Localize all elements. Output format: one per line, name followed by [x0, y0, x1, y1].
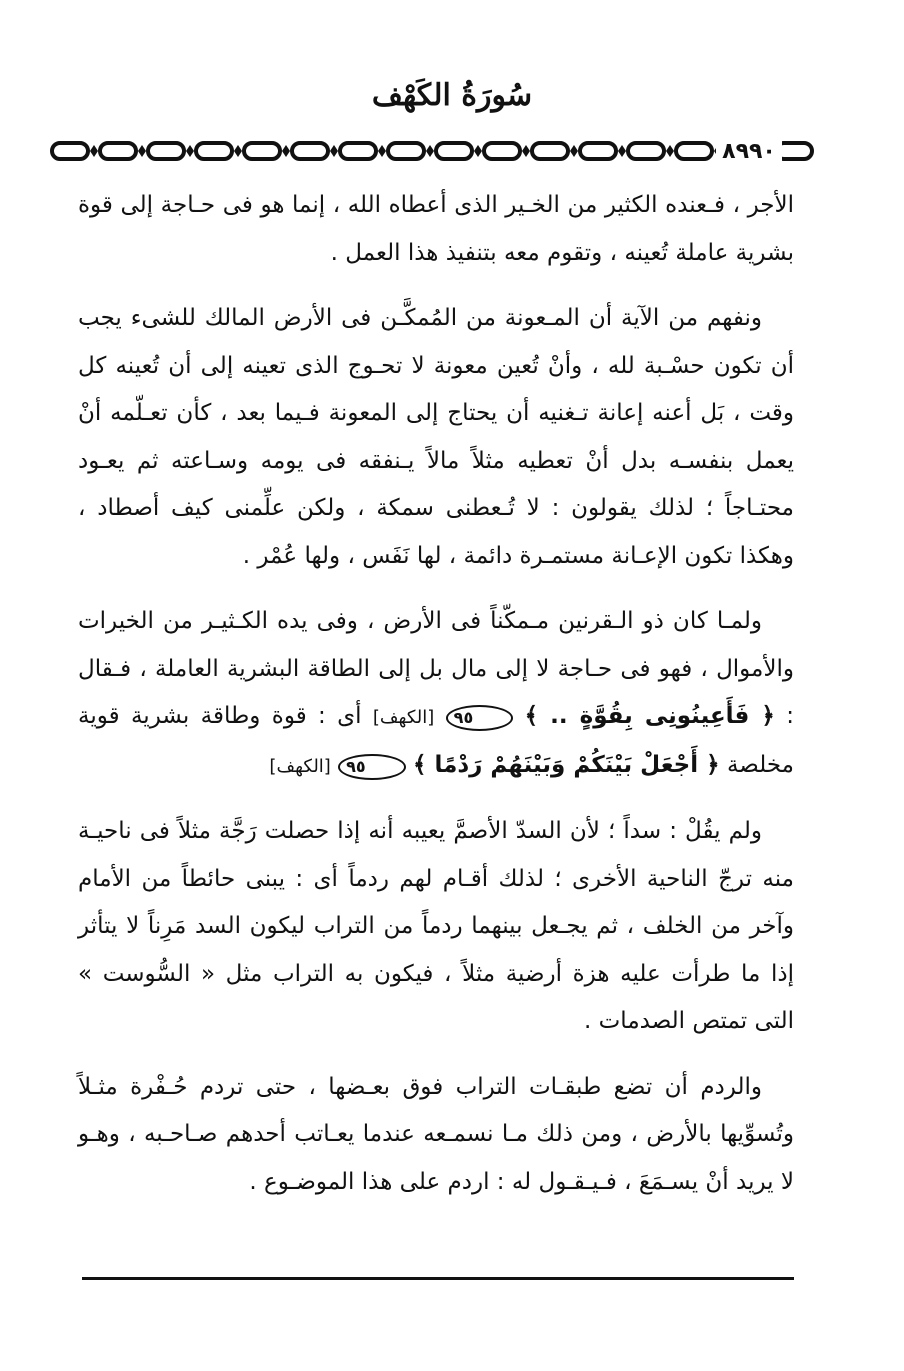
paragraph-5: والردم أن تضع طبقـات التراب فوق بعـضها ، حتى تردم حُـفْرة مثـلاً وتُسوِّيها بالأرض ، ومن ذلك مـا نسمـعه عندما يعـاتب أحدهم صـاحـبه ، وهـو لا يريد أنْ يسـمَعَ ، فـيـقـول له : اردم على هذا الموضـوع .: [78, 1073, 794, 1195]
body-text: [78, 182, 794, 1224]
paragraph-1: الأجر ، فـعنده الكثير من الخـير الذى أعطاه الله ، إنما هو فى حـاجة إلى قوة بشرية عاملة تُعينه ، وتقوم معه بتنفيذ هذا العمل .: [78, 192, 794, 266]
quran-quote-2: ﴿ أَجْعَلْ بَيْنَكُمْ وَبَيْنَهُمْ رَدْمًا ﴾: [412, 751, 720, 778]
ayah-number-badge-1: ٩٥: [446, 705, 514, 731]
paragraph-3-text-a: ولمـا كان ذو الـقرنين مـمكّناً فى الأرض ، وفى يده الكـثيـر من الخيرات والأموال ، فهو فى حـاجة لا إلى مال بل إلى الطاقة البشرية العاملة ، فـقال :: [78, 608, 795, 729]
surah-reference-2: [الكهف]: [269, 755, 331, 777]
paragraph-2: ونفهم من الآية أن المـعونة من المُمكَّـن فى الأرض المالك للشىء يجب أن تكون حسْـبة لله ، وأنْ تُعين معونة لا تحـوج الذى تعينه إلى أن تُعينه كل وقت ، بَل أعنه إعانة تـغنيه أن يحتاج إلى المعونة فـيما بعد ، كأن تعـلّمه أنْ يعمل بنفسـه بدل أنْ تعطيه مثلاً مالاً يـنفقه فى يومه وسـاعته ثم يعـود محتـاجاً ؛ لذلك يقولون : لا تُـعطنى سمكة ، ولكن علِّمنى كيف أصطاد ، وهكذا تكون الإعـانة مستمـرة دائمة ، لها نَفَس ، ولها عُمْر .: [78, 305, 794, 569]
paragraph-3: [78, 598, 794, 790]
paragraph-4: ولم يقُلْ : سداً ؛ لأن السدّ الأصمَّ يعيبه أنه إذا حصلت رَجَّة مثلاً فى ناحيـة منه ترجّ الناحية الأخرى ؛ لذلك أقـام لهم ردماً أى : يبنى حائطاً من الأمام وآخر من الخلف ، ثم يجـعل بينهما ردماً من التراب ليكون السد مَرِناً لا يتأثر إذا ما طرأت عليه هزة أرضية مثلاً ، فيكون به التراب مثل « السُّوست » التى تمتص الصدمات .: [78, 818, 794, 1034]
paragraph-3-text-b: أى : قوة وطاقة بشرية قوية مخلصة: [78, 703, 794, 778]
page-number: ٨٩٩٠: [722, 138, 776, 164]
page-number-box: [716, 134, 782, 168]
surah-title: سُورَةُ الكَهْف: [371, 78, 533, 113]
ayah-number-badge-2: ٩٥: [338, 754, 406, 780]
chain-ornament: [48, 138, 816, 164]
bottom-divider: [82, 1277, 794, 1280]
quran-quote-1: ﴿ فَأَعِينُونِى بِقُوَّةٍ .. ﴾: [524, 703, 775, 729]
decorative-chain-border: [48, 138, 816, 164]
surah-reference-1: [الكهف]: [372, 707, 435, 728]
